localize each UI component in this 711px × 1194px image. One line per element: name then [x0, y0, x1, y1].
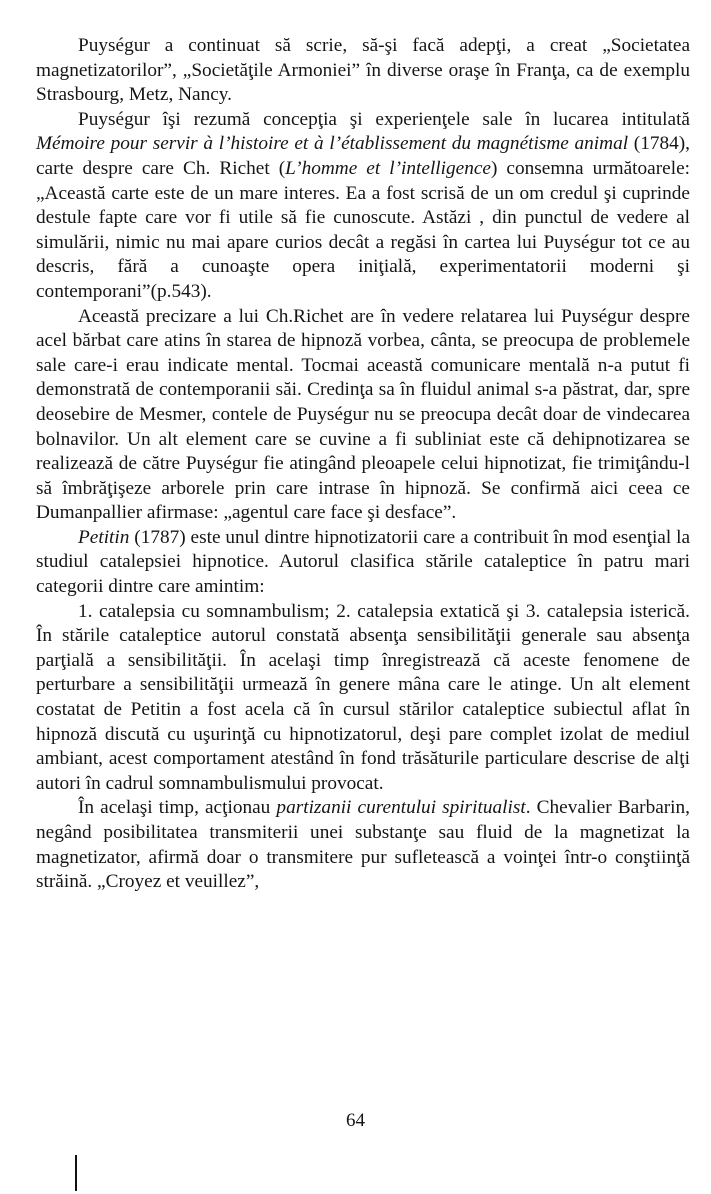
text-run: În acelaşi timp, acţionau: [78, 797, 277, 819]
body-text: [36, 34, 690, 895]
italic-text: L’homme et l’intelligence: [285, 157, 491, 179]
text-run: Puységur îşi rezumă concepţia şi experienţele sale în lucarea intitulată: [78, 108, 690, 130]
italic-text: Petitin: [78, 526, 130, 548]
italic-text: Mémoire pour servir à l’histoire et à l’établissement du magnétisme animal: [36, 133, 629, 155]
margin-mark: [75, 1155, 77, 1191]
text-run: (1787) este unul dintre hipnotizatorii care a contribuit în mod esenţial la studiul catalepsiei hipnotice. Autorul clasifica stările cataleptice în patru mari categorii dintre care amintim:: [36, 526, 690, 598]
text-run: 1. catalepsia cu somnambulism; 2. catalepsia extatică şi 3. catalepsia isterică. În stările cataleptice autorul constată absenţa sensibilităţii generale sau absenţa parţială a sensibilităţii. În acelaşi timp înregistrează că aceste fenomene de perturbare a sensibilităţii urmează în genere mâna care le atinge. Un alt element costatat de Petitin a fost acela că în cursul stărilor cataleptice subiectul aflat în hipnoză discută cu uşurinţă cu hipnotizatorul, deşi pare complet izolat de mediul ambiant, acest comportament atestând în fond trăsăturile particulare descrise de alţi autori în cadrul somnambulismului provocat.: [36, 600, 690, 794]
text-run: Puységur a continuat să scrie, să-şi facă adepţi, a creat „Societatea magnetizatorilor”, „Societăţile Armoniei” în diverse oraşe în Franţa, ca de exemplu Strasbourg, Metz, Nancy.: [36, 35, 690, 106]
text-run: ) consemna următoarele: „Această carte este de un mare interes. Ea a fost scrisă de un om credul şi cuprinde destule fapte care vor fi utile să fie cunoscute. Astăzi , din punctul de vedere al simulării, nimic nu mai apare curios decât a regăsi în cartea lui Puységur tot ce au descris, fără a cunoaşte opera iniţială, experimentatorii moderni şi contemporani”(p.543).: [36, 157, 690, 302]
text-run: . Chevalier Barbarin, negând posibilitatea transmiterii unei substanţe sau fluid de la magnetizat la magnetizator, afirmă doar o transmitere pur sufletească a voinţei într-o conştiinţă străină. „Croyez et veuillez”,: [36, 797, 691, 893]
paragraph-p4: [36, 526, 690, 600]
paragraph-p2: [36, 108, 690, 305]
text-run: Această precizare a lui Ch.Richet are în vedere relatarea lui Puységur despre acel bărbat care atins în starea de hipnoză vorbea, cânta, se preocupa de problemele sale care-i erau indicate mental. Tocmai această comunicare mentală n-a putut fi demonstrată de contemporanii săi. Credinţa sa în fluidul animal s-a păstrat, dar, spre deosebire de Mesmer, contele de Puységur nu se preocupa decât doar de vindecarea bolnavilor. Un alt element care se cuvine a fi subliniat este că dehipnotizarea se realizează de către Puységur fie atingând pleoapele celui hipnotizat, fie trimiţându-l să îmbrăţişeze arborele prin care intrase în hipnoză. Se confirmă aici ceea ce Dumanpallier afirmase: „agentul care face şi desface”.: [36, 305, 690, 524]
page-number: 64: [346, 1110, 365, 1131]
paragraph-p1: [36, 34, 690, 108]
italic-text: partizanii curentului spiritualist: [276, 797, 526, 819]
paragraph-p5: [36, 600, 690, 797]
paragraph-p3: [36, 305, 690, 526]
text-run: (1784), carte despre care Ch. Richet (: [36, 133, 690, 179]
paragraph-p6: [36, 796, 690, 894]
